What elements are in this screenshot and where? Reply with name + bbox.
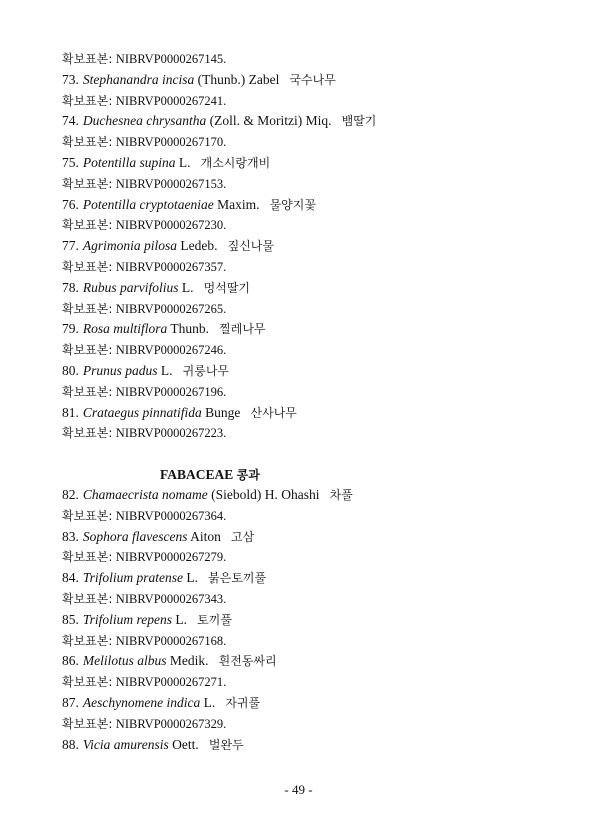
species-number: 77.	[62, 238, 79, 254]
korean-name: 토끼풀	[197, 612, 232, 627]
specimen-prefix: 확보표본:	[62, 384, 113, 399]
specimen-code: NIBRVP0000267265.	[115, 301, 227, 316]
species-entry	[62, 611, 232, 629]
scientific-name: Vicia amurensis	[82, 736, 169, 752]
specimen-code: NIBRVP0000267364.	[115, 508, 227, 523]
author-citation: Thunb.	[170, 321, 210, 337]
specimen-code: NIBRVP0000267168.	[115, 633, 227, 648]
author-citation: (Thunb.) Zabel	[197, 71, 280, 87]
korean-name: 뱀딸기	[341, 114, 377, 129]
specimen-prefix: 확보표본:	[62, 135, 113, 150]
author-citation: L.	[186, 570, 199, 586]
specimen-prefix: 확보표본:	[62, 592, 113, 606]
specimen-code: NIBRVP0000267329.	[115, 716, 227, 731]
specimen-line	[62, 590, 226, 608]
korean-name: 귀룽나무	[182, 364, 230, 378]
specimen-prefix: 확보표본:	[62, 52, 113, 66]
scientific-name: Agrimonia pilosa	[82, 238, 178, 254]
species-entry	[62, 71, 336, 89]
specimen-prefix: 확보표본:	[62, 343, 113, 358]
species-entry	[62, 112, 376, 130]
specimen-prefix: 확보표본:	[62, 426, 113, 441]
scientific-name: Sophora flavescens	[82, 528, 188, 544]
species-number: 78.	[62, 279, 79, 295]
korean-name: 흰전동싸리	[218, 654, 277, 669]
scientific-name: Stephanandra incisa	[82, 71, 195, 87]
korean-name: 차풀	[329, 488, 353, 502]
species-number: 85.	[62, 611, 79, 627]
specimen-prefix: 확보표본:	[62, 260, 113, 274]
korean-name: 산사나무	[250, 405, 297, 420]
specimen-line	[62, 341, 226, 359]
species-entry	[62, 196, 316, 214]
author-citation: L.	[181, 279, 194, 295]
species-entry	[62, 736, 244, 754]
korean-name: 찔레나무	[219, 322, 266, 337]
author-citation: Bunge	[205, 404, 241, 420]
scientific-name: Rubus parvifolius	[82, 279, 179, 295]
specimen-code: NIBRVP0000267279.	[115, 550, 227, 565]
specimen-code: NIBRVP0000267343.	[115, 592, 227, 606]
scientific-name: Aeschynomene indica	[82, 695, 201, 710]
korean-name: 멍석딸기	[203, 280, 251, 295]
scientific-name: Potentilla cryptotaeniae	[82, 196, 214, 212]
scientific-name: Crataegus pinnatifida	[82, 404, 202, 420]
species-number: 86.	[62, 653, 79, 669]
author-citation: Aiton	[190, 528, 221, 544]
specimen-line	[62, 383, 226, 401]
species-entry	[62, 694, 260, 712]
specimen-line	[62, 300, 226, 318]
species-entry	[62, 362, 229, 380]
specimen-line	[62, 216, 226, 234]
scientific-name: Duchesnea chrysantha	[82, 113, 207, 129]
specimen-prefix: 확보표본:	[62, 301, 113, 316]
author-citation: L.	[178, 155, 191, 170]
specimen-prefix: 확보표본:	[62, 93, 113, 108]
korean-name: 개소시랑개비	[200, 156, 271, 170]
specimen-prefix: 확보표본:	[62, 508, 113, 523]
specimen-code: NIBRVP0000267241.	[115, 93, 227, 108]
species-number: 82.	[62, 487, 79, 502]
scientific-name: Trifolium pratense	[82, 570, 184, 586]
species-entry	[62, 404, 297, 422]
scientific-name: Melilotus albus	[82, 653, 167, 669]
specimen-line	[62, 258, 226, 276]
korean-name: 국수나무	[289, 72, 336, 87]
specimen-code: NIBRVP0000267271.	[115, 675, 227, 690]
specimen-code: NIBRVP0000267170.	[115, 135, 227, 150]
specimen-line	[62, 673, 226, 691]
specimen-line	[62, 50, 226, 68]
korean-name: 고삼	[231, 529, 255, 544]
specimen-prefix: 확보표본:	[62, 550, 113, 565]
specimen-line	[62, 507, 226, 525]
species-number: 84.	[62, 570, 79, 586]
specimen-prefix: 확보표본:	[62, 675, 113, 690]
species-entry	[62, 528, 254, 546]
species-number: 83.	[62, 528, 79, 544]
specimen-code: NIBRVP0000267153.	[115, 176, 227, 191]
author-citation: Maxim.	[217, 196, 260, 212]
korean-name: 붉은토끼풀	[208, 571, 267, 586]
species-number: 74.	[62, 113, 79, 129]
author-citation: L.	[160, 363, 173, 378]
specimen-code: NIBRVP0000267357.	[115, 260, 227, 274]
author-citation: L.	[203, 695, 216, 710]
species-number: 75.	[62, 155, 79, 170]
specimen-code: NIBRVP0000267196.	[115, 384, 227, 399]
scientific-name: Trifolium repens	[82, 611, 173, 627]
scientific-name: Prunus padus	[82, 363, 158, 378]
species-entry	[62, 486, 353, 504]
species-number: 88.	[62, 736, 79, 752]
specimen-code: NIBRVP0000267145.	[115, 52, 227, 66]
specimen-prefix: 확보표본:	[62, 176, 113, 191]
korean-name: 물양지꽃	[269, 197, 316, 212]
author-citation: Oett.	[172, 736, 199, 752]
specimen-prefix: 확보표본:	[62, 633, 113, 648]
specimen-code: NIBRVP0000267230.	[115, 218, 227, 233]
species-number: 76.	[62, 196, 79, 212]
species-entry	[62, 237, 274, 255]
species-number: 73.	[62, 71, 79, 87]
specimen-line	[62, 715, 226, 733]
scientific-name: Chamaecrista nomame	[82, 487, 208, 502]
family-heading	[160, 466, 260, 483]
family-latin: FABACEAE	[160, 467, 234, 482]
species-entry	[62, 569, 266, 587]
author-citation: (Zoll. & Moritzi) Miq.	[209, 113, 332, 129]
species-entry	[62, 652, 277, 670]
specimen-line	[62, 632, 226, 650]
author-citation: Medik.	[169, 653, 209, 669]
species-number: 87.	[62, 695, 79, 710]
scientific-name: Rosa multiflora	[82, 321, 168, 337]
specimen-prefix: 확보표본:	[62, 716, 113, 731]
species-entry	[62, 154, 270, 172]
family-korean: 콩과	[236, 468, 260, 482]
korean-name: 자귀풀	[225, 696, 261, 710]
species-entry	[62, 320, 266, 338]
specimen-code: NIBRVP0000267223.	[115, 426, 227, 441]
korean-name: 벌완두	[208, 737, 244, 752]
specimen-code: NIBRVP0000267246.	[115, 343, 227, 358]
specimen-line	[62, 92, 226, 110]
scientific-name: Potentilla supina	[82, 155, 176, 170]
author-citation: L.	[175, 611, 188, 627]
species-number: 80.	[62, 363, 79, 378]
species-number: 79.	[62, 321, 79, 337]
specimen-line	[62, 133, 226, 151]
korean-name: 짚신나물	[227, 239, 274, 254]
specimen-line	[62, 175, 226, 193]
author-citation: Ledeb.	[180, 238, 218, 254]
species-entry	[62, 279, 250, 297]
page-number: - 49 -	[284, 782, 313, 797]
specimen-prefix: 확보표본:	[62, 218, 113, 233]
specimen-line	[62, 548, 226, 566]
species-number: 81.	[62, 404, 79, 420]
author-citation: (Siebold) H. Ohashi	[211, 487, 320, 502]
specimen-line	[62, 424, 226, 442]
